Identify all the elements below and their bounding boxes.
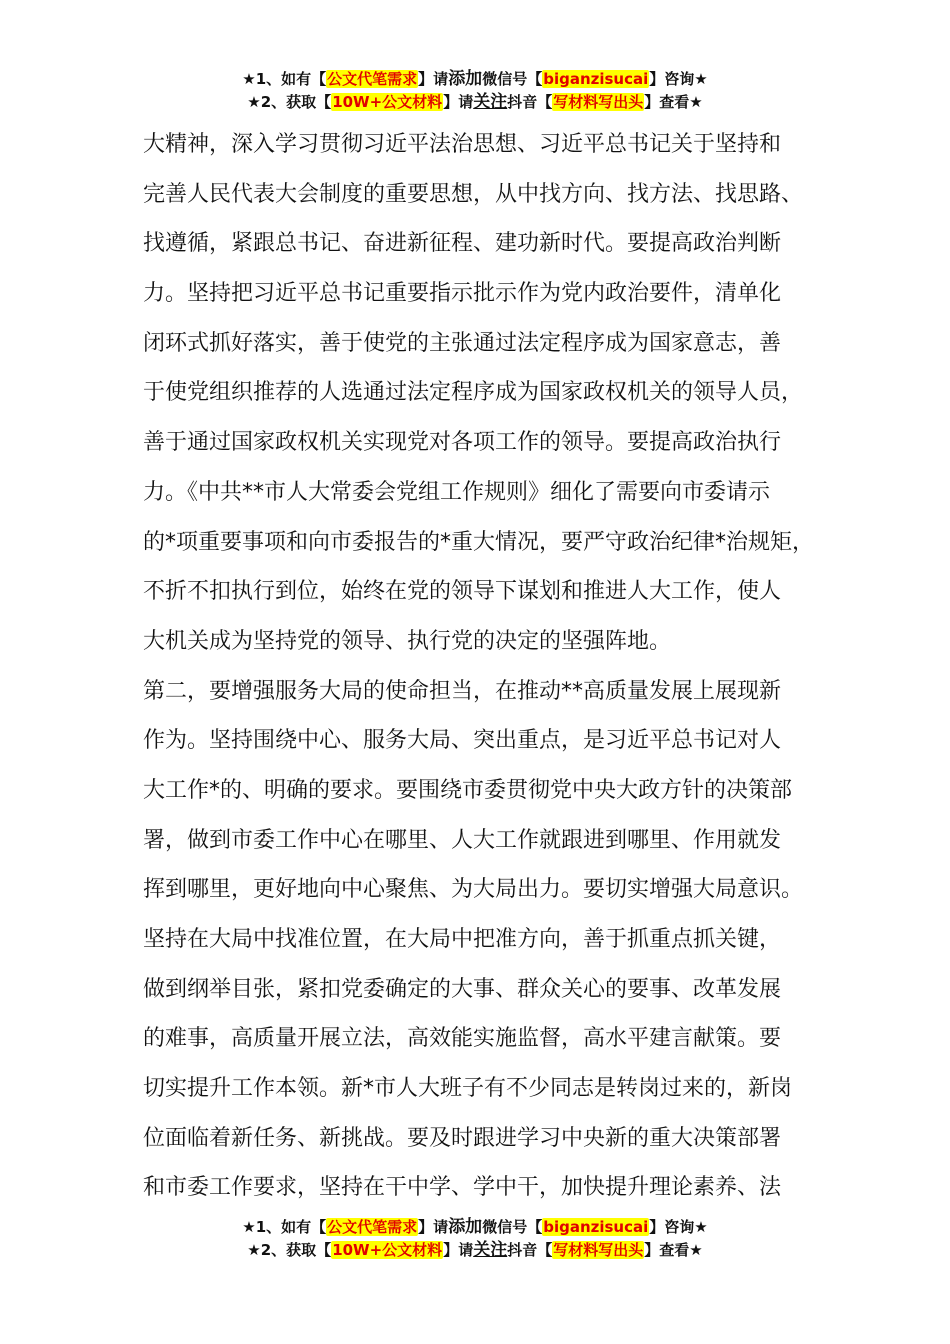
banner-text: 】请 (418, 70, 449, 88)
body-line: 大精神，深入学习贯彻习近平法治思想、习近平总书记关于坚持和 (143, 132, 782, 157)
body-line: 找遵循，紧跟总书记、奋进新征程、建功新时代。要提高政治判断 (143, 231, 782, 257)
body-line: 做到纲举目张，紧扣党委确定的大事、群众关心的要事、改革发展 (143, 976, 782, 1002)
document-body (143, 120, 833, 1213)
banner-line-1 (0, 1216, 950, 1239)
banner-text: 】咨询★ (649, 1218, 708, 1236)
banner-text: ★1、如有【 (242, 70, 327, 88)
body-line: 挥到哪里，更好地向中心聚焦、为大局出力。要切实增强大局意识。 (143, 877, 804, 903)
body-line: 力。坚持把习近平总书记重要指示批示作为党内政治要件，清单化 (143, 281, 782, 307)
banner-text: 】请 (443, 1241, 474, 1259)
body-line: 完善人民代表大会制度的重要思想，从中找方向、找方法、找思路、 (143, 181, 804, 207)
highlight-douyin-account: 写材料写出头 (553, 1241, 644, 1259)
banner-text: 抖音【 (507, 1241, 553, 1259)
body-line: 位面临着新任务、新挑战。要及时跟进学习中央新的重大决策部署 (143, 1125, 782, 1151)
body-line: 于使党组织推荐的人选通过法定程序成为国家政权机关的领导人员， (143, 380, 804, 406)
body-line: 作为。坚持围绕中心、服务大局、突出重点，是习近平总书记对人 (143, 728, 782, 754)
highlight-wechat-id: biganzisucai (543, 70, 649, 88)
banner-line-2 (0, 91, 950, 114)
highlight-wechat-id: biganzisucai (543, 1218, 649, 1236)
header-banner (0, 68, 950, 114)
body-line: 的*项重要事项和向市委报告的*重大情况，要严守政治纪律*治规矩， (143, 529, 815, 555)
banner-line-1 (0, 68, 950, 91)
banner-emphasis: 关注 (473, 92, 508, 112)
banner-text: ★2、获取【 (247, 93, 332, 111)
body-line: 和市委工作要求，坚持在干中学、学中干，加快提升理论素养、法 (143, 1175, 782, 1201)
banner-text: ★2、获取【 (247, 1241, 332, 1259)
body-line: 不折不扣执行到位，始终在党的领导下谋划和推进人大工作，使人 (143, 579, 782, 605)
banner-text: ★1、如有【 (242, 1218, 327, 1236)
banner-emphasis: 添加 (448, 69, 483, 89)
body-line: 力。《中共**市人大常委会党组工作规则》细化了需要向市委请示 (143, 479, 771, 505)
highlight-service: 公文代笔需求 (327, 1218, 418, 1236)
banner-text: 】请 (443, 93, 474, 111)
body-line: 切实提升工作本领。新*市人大班子有不少同志是转岗过来的，新岗 (143, 1076, 793, 1102)
banner-text: 抖音【 (507, 93, 553, 111)
banner-text: 微信号【 (482, 1218, 543, 1236)
banner-text: 微信号【 (482, 70, 543, 88)
body-line: 第二，要增强服务大局的使命担当，在推动**高质量发展上展现新 (143, 678, 782, 704)
banner-line-2 (0, 1239, 950, 1262)
body-line: 大工作*的、明确的要求。要围绕市委贯彻党中央大政方针的决策部 (143, 777, 793, 803)
highlight-materials: 10W+公文材料 (332, 1241, 443, 1259)
banner-emphasis: 添加 (448, 1217, 483, 1237)
body-line: 大机关成为坚持党的领导、执行党的决定的坚强阵地。 (143, 628, 672, 654)
body-line: 坚持在大局中找准位置，在大局中把准方向，善于抓重点抓关键， (143, 927, 782, 952)
body-line: 善于通过国家政权机关实现党对各项工作的领导。要提高政治执行 (143, 430, 782, 456)
banner-text: 】请 (418, 1218, 449, 1236)
body-line: 署，做到市委工作中心在哪里、人大工作就跟进到哪里、作用就发 (143, 827, 782, 853)
body-line: 的难事，高质量开展立法，高效能实施监督，高水平建言献策。要 (143, 1026, 782, 1052)
body-line: 闭环式抓好落实，善于使党的主张通过法定程序成为国家意志，善 (143, 330, 782, 356)
footer-banner (0, 1216, 950, 1262)
banner-text: 】查看★ (644, 93, 703, 111)
banner-text: 】咨询★ (649, 70, 708, 88)
banner-emphasis: 关注 (473, 1240, 508, 1260)
highlight-douyin-account: 写材料写出头 (553, 93, 644, 111)
banner-text: 】查看★ (644, 1241, 703, 1259)
highlight-materials: 10W+公文材料 (332, 93, 443, 111)
highlight-service: 公文代笔需求 (327, 70, 418, 88)
